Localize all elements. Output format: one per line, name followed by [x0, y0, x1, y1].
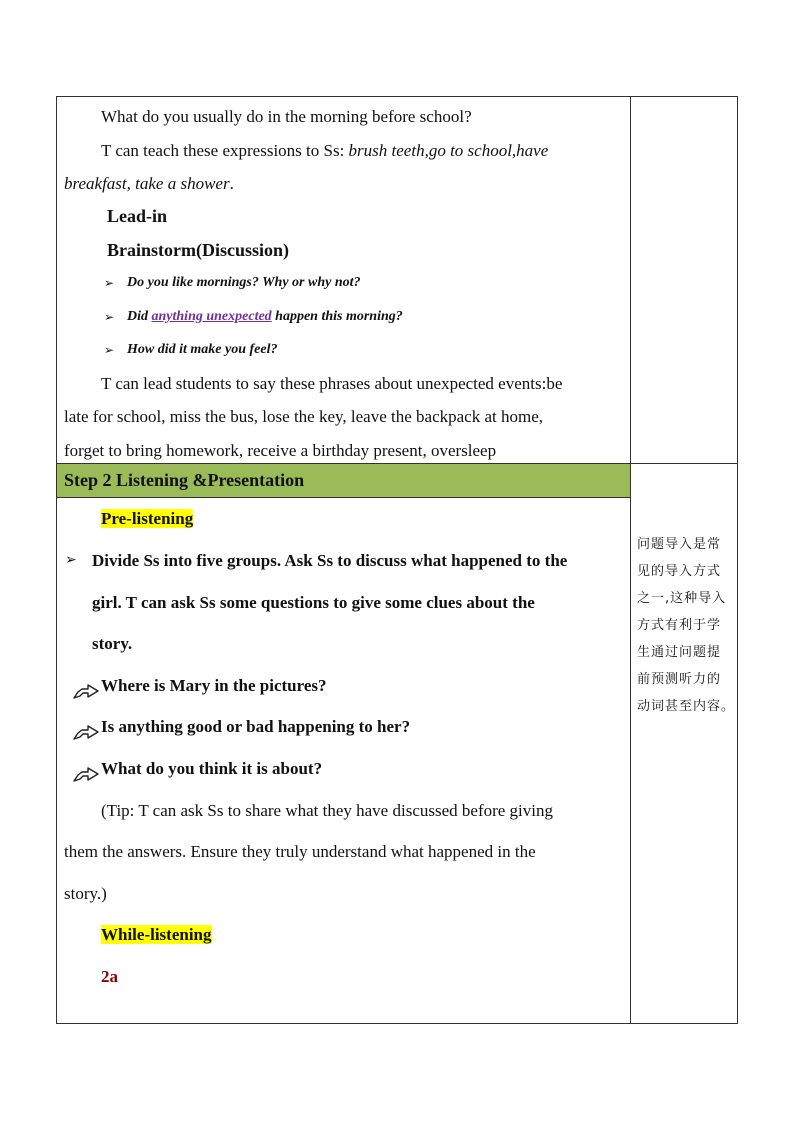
arrowhead-bullet-icon: ➢ — [104, 310, 115, 324]
note-line: 生通过问题提 — [637, 645, 722, 660]
expressions-list: brush teeth,go to school,have — [348, 141, 549, 160]
question-text: Did — [127, 309, 152, 324]
note-line: 动词甚至内容。 — [637, 699, 736, 714]
task-line: story. — [92, 634, 133, 653]
column-divider — [630, 97, 631, 1023]
tip-line: them the answers. Ensure they truly understand what happened in the — [64, 842, 536, 861]
question-text: How did it make you feel? — [127, 342, 278, 357]
note-line: 前预测听力的 — [637, 672, 722, 687]
question-text: Do you like mornings? Why or why not? — [127, 275, 361, 290]
lead-in-heading: Lead-in — [107, 206, 168, 226]
note-line: 之一,这种导入 — [637, 591, 727, 606]
pointing-hand-icon — [72, 719, 100, 743]
expressions-list-cont: breakfast, take a shower — [64, 174, 230, 193]
expressions-intro: T can teach these expressions to Ss: — [101, 141, 349, 160]
phrases-paragraph-line: late for school, miss the bus, lose the key, leave the backpack at home, — [64, 407, 543, 426]
teaching-note — [637, 531, 736, 720]
discussion-question — [127, 307, 403, 327]
note-line: 方式有利于学 — [637, 618, 722, 633]
while-listening-text: While-listening — [101, 925, 212, 944]
arrowhead-bullet-icon: ➢ — [104, 343, 115, 357]
pointing-hand-icon — [72, 761, 100, 785]
step2-title: Step 2 Listening &Presentation — [64, 470, 305, 490]
task-line: Divide Ss into five groups. Ask Ss to discuss what happened to the — [92, 551, 568, 570]
expressions-period: . — [229, 174, 234, 193]
task-line: girl. T can ask Ss some questions to give some clues about the — [92, 593, 535, 612]
while-listening-label — [101, 925, 212, 945]
discussion-question — [127, 340, 277, 360]
note-line: 见的导入方式 — [637, 564, 722, 579]
brainstorm-heading: Brainstorm(Discussion) — [107, 240, 290, 260]
phrases-paragraph-line: forget to bring homework, receive a birthday present, oversleep — [64, 441, 497, 460]
tip-line: story.) — [64, 884, 107, 903]
prompt-question: Where is Mary in the pictures? — [101, 676, 327, 695]
expressions-line — [101, 141, 548, 161]
note-line: 问题导入是常 — [637, 537, 722, 552]
question-text: happen this morning? — [271, 309, 403, 324]
question-line: What do you usually do in the morning before school? — [101, 107, 472, 126]
highlighted-phrase: anything unexpected — [151, 309, 272, 324]
phrases-paragraph-line: T can lead students to say these phrases about unexpected events:be — [101, 374, 563, 393]
step2-header-bar — [57, 464, 630, 498]
pre-listening-text: Pre-listening — [101, 509, 194, 528]
discussion-question — [127, 273, 361, 293]
prompt-question: Is anything good or bad happening to her? — [101, 717, 411, 736]
expressions-line-cont — [64, 174, 234, 194]
arrowhead-bullet-icon: ➢ — [104, 276, 115, 290]
tip-line: (Tip: T can ask Ss to share what they have discussed before giving — [101, 801, 554, 820]
pointing-hand-icon — [72, 678, 100, 702]
arrowhead-bullet-icon: ➢ — [65, 553, 77, 568]
task-2a-label: 2a — [101, 967, 118, 986]
prompt-question: What do you think it is about? — [101, 759, 323, 778]
pre-listening-label — [101, 509, 193, 529]
